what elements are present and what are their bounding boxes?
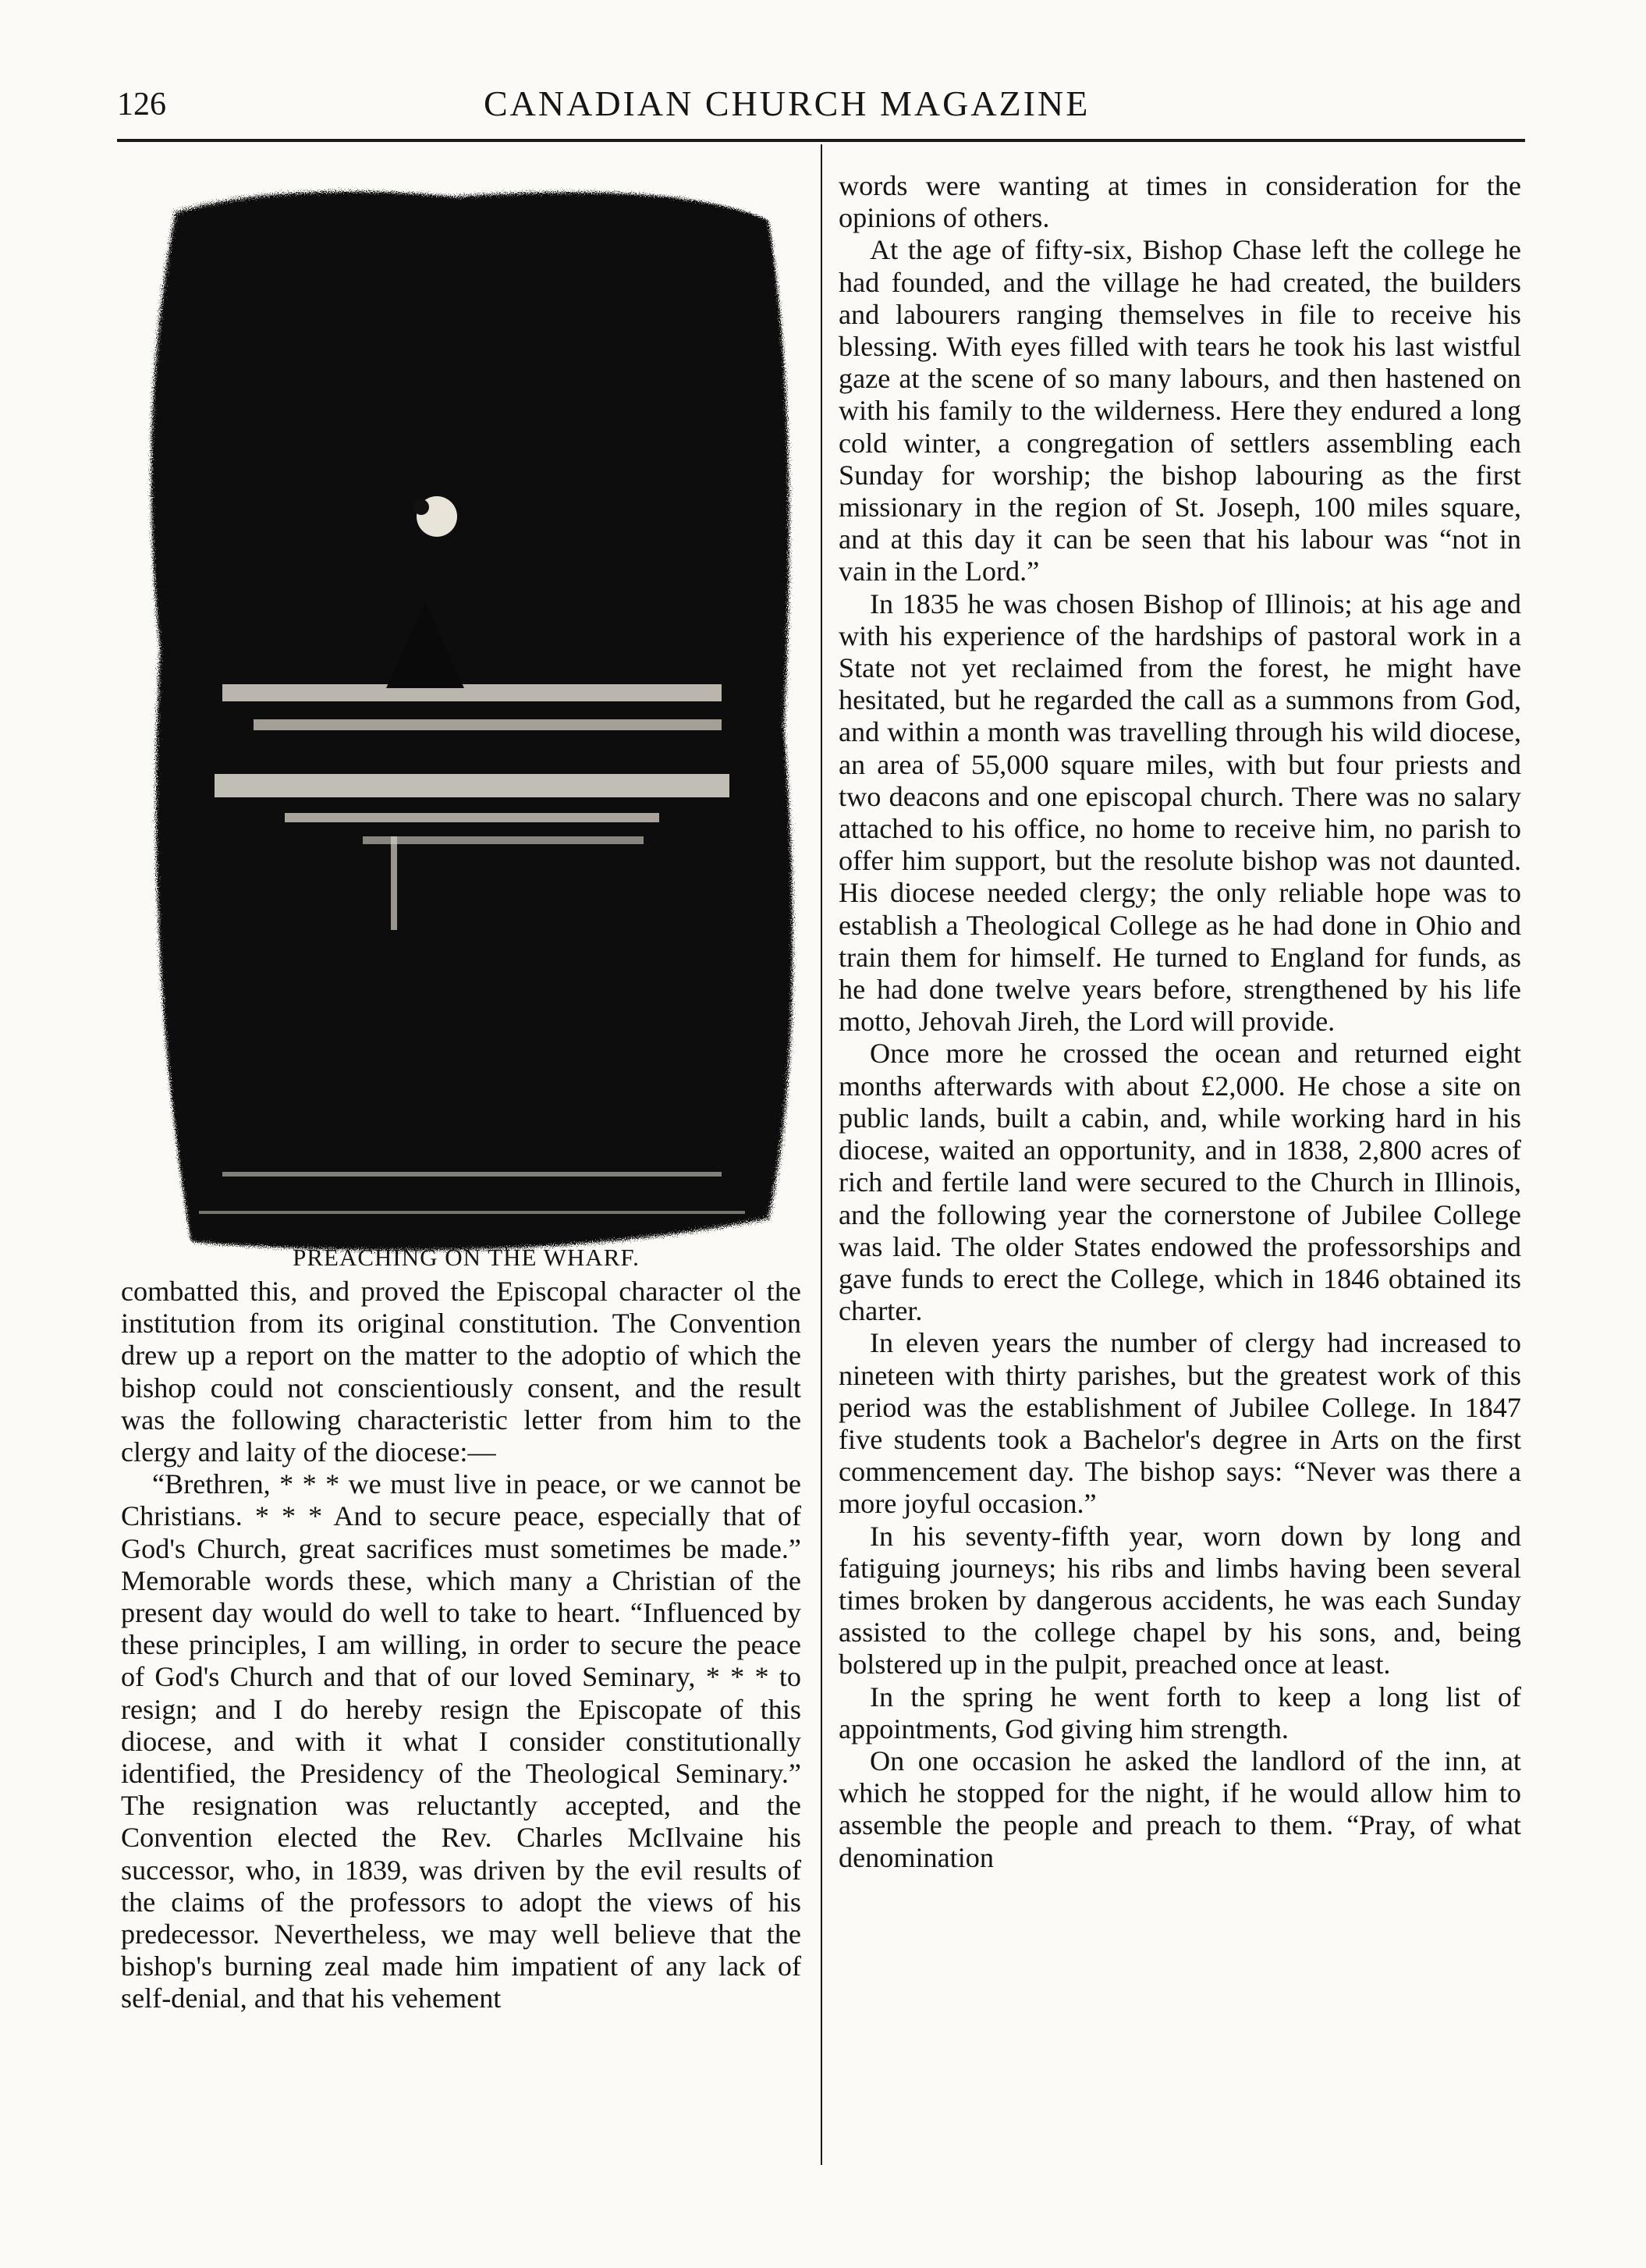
right-paragraph-4: Once more he crossed the ocean and returned eight months afterwards with about £2,000. He chose a site on public lands, built a cabin, and, while working hard in his diocese, waited an opportunity, and in 1838, 2,800 acres of rich and fertile land were secured to the Church in Illinois, and the following year the cornerstone of Jubilee College was laid. The older States endowed the professorships and gave funds to erect the College, which in 1846 obtained its charter. [839,1038,1521,1327]
left-column [121,1276,801,2015]
right-paragraph-2: At the age of fifty-six, Bishop Chase left the college he had founded, and the village he had created, the builders and labourers ranging themselves in file to receive his blessing. With eyes filled with tears he took his last wistful gaze at the scene of so many labours, and then hastened on with his family to the wilderness. Here they endured a long cold winter, a congregation of settlers assembling each Sunday for worship; the bishop labouring as the first missionary in the region of St. Joseph, 100 miles square, and at this day it can be seen that his labour was “not in vain in the Lord.” [839,234,1521,587]
left-paragraph-2: “Brethren, * * * we must live in peace, or we cannot be Christians. * * * And to secure peace, especially that of God's Church, great sacrifices must sometimes be made.” Memorable words these, which many a Christian of the present day would do well to take to heart. “Influenced by these principles, I am willing, in order to secure the peace of God's Church and that of our loved Seminary, * * * to resign; and I do hereby resign the Episcopate of this diocese, and with it what I consider constitutionally identified, the Presidency of the Theological Seminary.” The resignation was reluctantly accepted, and the Convention elected the Rev. Charles McIlvaine his successor, who, in 1839, was driven by the evil results of the claims of the professors to adopt the views of his predecessor. Nevertheless, we may well believe that the bishop's burning zeal made him impatient of any lack of self-denial, and that his vehement [121,1468,801,2014]
right-paragraph-3: In 1835 he was chosen Bishop of Illinois; at his age and with his experience of the hardships of pastoral work in a State not yet reclaimed from the forest, he might have hesitated, but he regarded the call as a summons from God, and within a month was travelling through his wild diocese, an area of 55,000 square miles, with but four priests and two deacons and one episcopal church. There was no salary attached to his office, no home to receive him, no parish to offer him support, but the resolute bishop was not daunted. His diocese needed clergy; the only reliable hope was to establish a Theological College as he had done in Ohio and train them for himself. He turned to England for funds, as he had done twelve years before, strengthened by his life motto, Jehovah Jireh, the Lord will provide. [839,587,1521,1038]
right-paragraph-5: In eleven years the number of clergy had increased to nineteen with thirty parishes, but the greatest work of this period was the establishment of Jubilee College. In 1847 five students took a Bachelor's degree in Arts on the first commencement day. The bishop says: “Never was there a more joyful occasion.” [839,1327,1521,1520]
column-divider [821,144,822,2165]
running-title: CANADIAN CHURCH MAGAZINE [484,83,1091,123]
figure-caption: PREACHING ON THE WHARF. [293,1244,640,1271]
engraving-illustration [129,181,807,1267]
left-paragraph-1: combatted this, and proved the Episcopal character ol the institution from its original constitution. The Convention drew up a report on the matter to the adoptio of which the bishop could not conscientiously consent, and the result was the following characteristic letter from him to the clergy and laity of the diocese:— [121,1276,801,1468]
page-number: 126 [117,87,166,122]
right-paragraph-8: On one occasion he asked the landlord of the inn, at which he stopped for the night, if he would allow him to assemble the people and preach to them. “Pray, of what denomination [839,1744,1521,1873]
right-paragraph-1: words were wanting at times in consideration for the opinions of others. [839,170,1521,234]
right-paragraph-6: In his seventy-fifth year, worn down by long and fatiguing journeys; his ribs and limbs having been several times broken by dangerous accidents, he was each Sunday assisted to the college chapel by his sons, and, being bolstered up in the pulpit, preached once at least. [839,1520,1521,1681]
page-header [117,78,1521,140]
header-rule [117,139,1525,142]
right-paragraph-7: In the spring he went forth to keep a long list of appointments, God giving him strength. [839,1681,1521,1744]
right-column [839,170,1521,1874]
